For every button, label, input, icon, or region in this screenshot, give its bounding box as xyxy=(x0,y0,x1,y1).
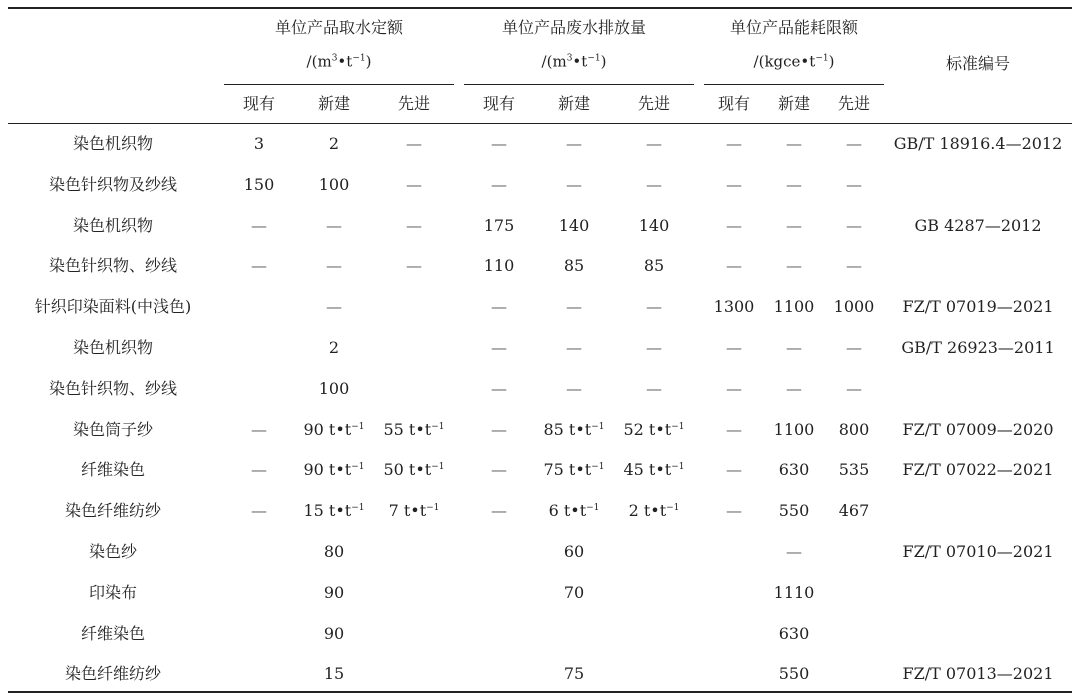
row-4-col-7: 1100 xyxy=(773,297,815,317)
row-9-name: 染色纤维纺纱 xyxy=(64,501,162,521)
row-1-col-7: — xyxy=(786,174,802,194)
header-energy-unit: $/(kgce•t^{-1})$ xyxy=(753,52,835,71)
row-8-standard: FZ/T 07022—2021 xyxy=(902,460,1054,480)
row-7-standard: FZ/T 07009—2020 xyxy=(902,419,1054,439)
row-1-col-4: — xyxy=(566,174,582,194)
row-1-col-6: — xyxy=(726,174,742,194)
sub-energy-existing: 现有 xyxy=(717,94,751,113)
sub-energy-new: 新建 xyxy=(777,94,811,113)
row-8-col-0: — xyxy=(251,460,267,480)
row-1-col-0: 150 xyxy=(243,174,275,194)
row-11-name: 印染布 xyxy=(88,582,138,602)
row-6-col-7: — xyxy=(786,378,802,398)
row-4-col-4: — xyxy=(566,297,582,317)
row-1-col-2: — xyxy=(406,174,422,194)
row-7-col-0: — xyxy=(251,419,267,439)
row-3-col-1: — xyxy=(326,256,342,276)
row-0-col-5: — xyxy=(646,134,662,153)
group-rule-energy xyxy=(704,84,884,85)
row-13-standard: FZ/T 07013—2021 xyxy=(902,664,1054,684)
row-2-standard: GB 4287—2012 xyxy=(914,215,1042,235)
row-0-col-1: 2 xyxy=(328,134,340,153)
row-12-col-1: 90 xyxy=(323,623,345,643)
row-10-col-1: 80 xyxy=(323,542,345,561)
row-7-col-8: 800 xyxy=(838,419,870,439)
row-12-col-7: 630 xyxy=(778,623,810,643)
row-5-col-3: — xyxy=(491,338,507,357)
row-2-col-2: — xyxy=(406,215,422,235)
row-7-col-1: 90 $t•t^{-1}$ xyxy=(303,419,365,439)
row-3-col-6: — xyxy=(726,256,742,276)
row-11-col-1: 90 xyxy=(323,582,345,602)
group-rule-waste xyxy=(464,84,694,85)
row-6-name: 染色针织物、纱线 xyxy=(48,378,178,398)
header-water-unit: $/(m^3•t^{-1})$ xyxy=(306,52,372,71)
row-2-col-6: — xyxy=(726,215,742,235)
row-1-name: 染色针织物及纱线 xyxy=(48,174,178,194)
row-6-col-1: 100 xyxy=(318,378,350,398)
row-5-name: 染色机织物 xyxy=(72,338,154,357)
row-4-col-1: — xyxy=(326,297,342,317)
row-0-col-6: — xyxy=(726,134,742,153)
row-0-standard: GB/T 18916.4—2012 xyxy=(893,134,1063,153)
row-6-col-5: — xyxy=(646,378,662,398)
row-5-col-6: — xyxy=(726,338,742,357)
row-9-col-5: 2 $t•t^{-1}$ xyxy=(628,501,680,521)
row-9-col-4: 6 $t•t^{-1}$ xyxy=(548,501,600,521)
sub-water-new: 新建 xyxy=(317,94,351,113)
row-9-col-3: — xyxy=(491,501,507,521)
row-2-col-3: 175 xyxy=(483,215,515,235)
row-3-col-7: — xyxy=(786,256,802,276)
row-13-name: 染色纤维纺纱 xyxy=(64,664,162,684)
row-6-col-8: — xyxy=(846,378,862,398)
row-7-col-4: 85 $t•t^{-1}$ xyxy=(543,419,605,439)
row-2-col-8: — xyxy=(846,215,862,235)
row-0-col-2: — xyxy=(406,134,422,153)
row-7-col-5: 52 $t•t^{-1}$ xyxy=(623,419,685,439)
row-2-col-5: 140 xyxy=(638,215,670,235)
row-9-col-7: 550 xyxy=(778,501,810,521)
row-13-col-4: 75 xyxy=(563,664,585,684)
row-8-col-5: 45 $t•t^{-1}$ xyxy=(623,460,685,480)
row-13-col-1: 15 xyxy=(323,664,345,684)
row-7-col-3: — xyxy=(491,419,507,439)
sub-water-existing: 现有 xyxy=(242,94,276,113)
row-5-col-4: — xyxy=(566,338,582,357)
row-2-col-0: — xyxy=(251,215,267,235)
header-standard: 标准编号 xyxy=(945,54,1011,73)
row-7-col-2: 55 $t•t^{-1}$ xyxy=(383,419,445,439)
row-3-col-2: — xyxy=(406,256,422,276)
header-waste-unit: $/(m^3•t^{-1})$ xyxy=(541,52,607,71)
row-1-col-5: — xyxy=(646,174,662,194)
row-4-col-3: — xyxy=(491,297,507,317)
sub-waste-advanced: 先进 xyxy=(637,94,671,113)
row-11-col-7: 1110 xyxy=(773,582,815,602)
top-rule xyxy=(8,7,1072,9)
row-0-col-7: — xyxy=(786,134,802,153)
bottom-rule xyxy=(8,691,1072,693)
row-1-col-1: 100 xyxy=(318,174,350,194)
row-11-col-4: 70 xyxy=(563,582,585,602)
row-7-col-7: 1100 xyxy=(773,419,815,439)
header-water-title: 单位产品取水定额 xyxy=(274,18,404,37)
sub-energy-advanced: 先进 xyxy=(837,94,871,113)
row-1-col-3: — xyxy=(491,174,507,194)
header-waste-title: 单位产品废水排放量 xyxy=(501,18,647,37)
row-7-col-6: — xyxy=(726,419,742,439)
row-3-col-4: 85 xyxy=(563,256,585,276)
row-4-col-5: — xyxy=(646,297,662,317)
row-8-col-3: — xyxy=(491,460,507,480)
row-12-name: 纤维染色 xyxy=(80,623,146,643)
row-8-col-8: 535 xyxy=(838,460,870,480)
row-3-col-5: 85 xyxy=(643,256,665,276)
row-8-col-4: 75 $t•t^{-1}$ xyxy=(543,460,605,480)
row-10-standard: FZ/T 07010—2021 xyxy=(902,542,1054,561)
row-8-col-1: 90 $t•t^{-1}$ xyxy=(303,460,365,480)
sub-waste-existing: 现有 xyxy=(482,94,516,113)
row-4-col-8: 1000 xyxy=(833,297,875,317)
row-2-col-4: 140 xyxy=(558,215,590,235)
row-5-col-1: 2 xyxy=(328,338,340,357)
row-8-col-2: 50 $t•t^{-1}$ xyxy=(383,460,445,480)
row-2-col-1: — xyxy=(326,215,342,235)
row-10-col-4: 60 xyxy=(563,542,585,561)
row-1-col-8: — xyxy=(846,174,862,194)
row-9-col-8: 467 xyxy=(838,501,870,521)
row-10-col-7: — xyxy=(786,542,802,561)
row-9-col-2: 7 $t•t^{-1}$ xyxy=(388,501,440,521)
row-5-col-8: — xyxy=(846,338,862,357)
sub-waste-new: 新建 xyxy=(557,94,591,113)
row-3-col-8: — xyxy=(846,256,862,276)
header-energy-title: 单位产品能耗限额 xyxy=(729,18,859,37)
row-9-col-1: 15 $t•t^{-1}$ xyxy=(303,501,365,521)
row-5-col-7: — xyxy=(786,338,802,357)
row-4-name: 针织印染面料(中浅色) xyxy=(34,297,192,317)
row-9-col-6: — xyxy=(726,501,742,521)
row-6-col-4: — xyxy=(566,378,582,398)
row-7-name: 染色筒子纱 xyxy=(72,419,154,439)
row-0-col-4: — xyxy=(566,134,582,153)
row-3-name: 染色针织物、纱线 xyxy=(48,256,178,276)
row-3-col-0: — xyxy=(251,256,267,276)
header-bottom-rule xyxy=(8,123,1072,124)
group-rule-water xyxy=(224,84,454,85)
row-8-col-6: — xyxy=(726,460,742,480)
row-13-col-7: 550 xyxy=(778,664,810,684)
row-4-standard: FZ/T 07019—2021 xyxy=(902,297,1054,317)
row-2-col-7: — xyxy=(786,215,802,235)
row-4-col-6: 1300 xyxy=(713,297,755,317)
row-6-col-3: — xyxy=(491,378,507,398)
row-5-standard: GB/T 26923—2011 xyxy=(901,338,1055,357)
row-9-col-0: — xyxy=(251,501,267,521)
row-10-name: 染色纱 xyxy=(88,542,138,561)
row-8-col-7: 630 xyxy=(778,460,810,480)
row-0-col-8: — xyxy=(846,134,862,153)
row-2-name: 染色机织物 xyxy=(72,215,154,235)
row-8-name: 纤维染色 xyxy=(80,460,146,480)
row-6-col-6: — xyxy=(726,378,742,398)
row-0-col-0: 3 xyxy=(253,134,265,153)
sub-water-advanced: 先进 xyxy=(397,94,431,113)
row-0-col-3: — xyxy=(491,134,507,153)
row-0-name: 染色机织物 xyxy=(72,134,154,153)
row-5-col-5: — xyxy=(646,338,662,357)
row-3-col-3: 110 xyxy=(483,256,515,276)
